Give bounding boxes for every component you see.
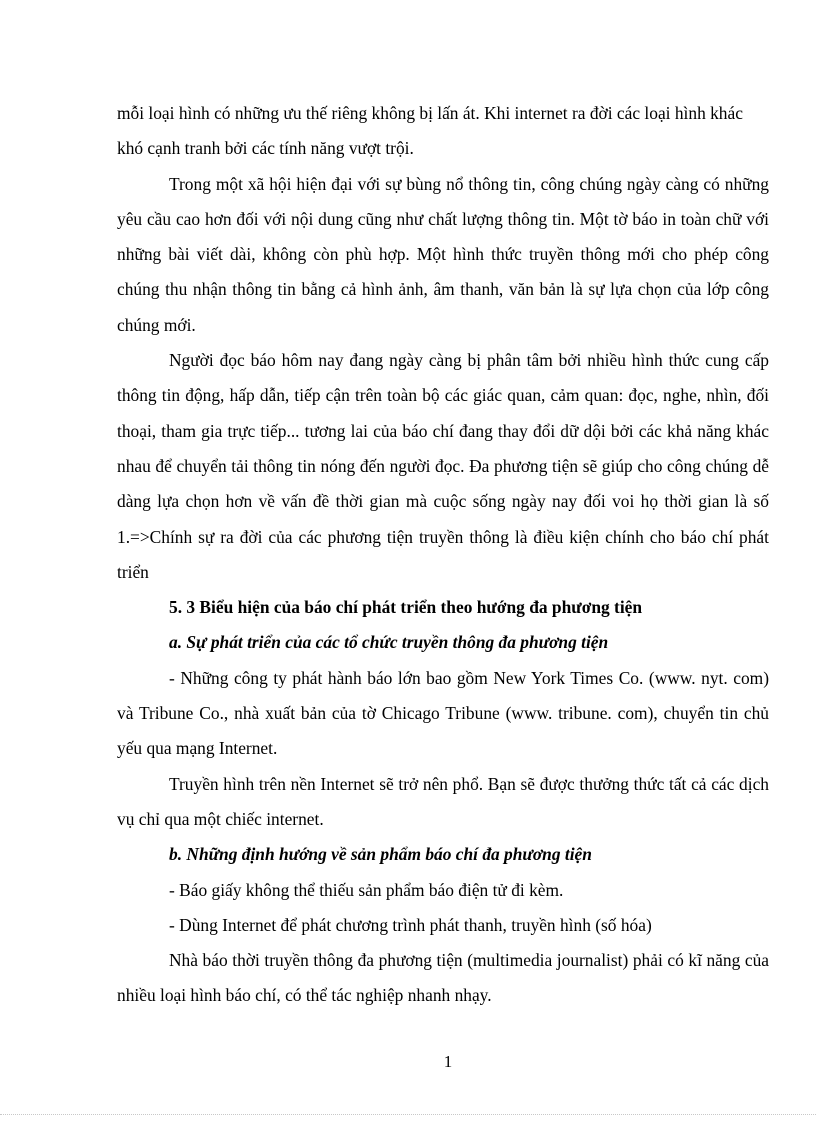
subsection-b-paragraph: Nhà báo thời truyền thông đa phương tiện (multimedia journalist) phải có kĩ năng của nhiều loại hình báo chí, có thể tác nghiệp nhanh nhạy. [117,950,769,1006]
subsection-a-title: a. Sự phát triển của các tổ chức truyền thông đa phương tiện [169,632,609,653]
paragraph-modern-society: Trong một xã hội hiện đại với sự bùng nổ thông tin, công chúng ngày càng có những yêu cầu cao hơn đối với nội dung cũng như chất lượng thông tin. Một tờ báo in toàn chữ với những bài viết dài, không còn phù hợp. Một hình thức truyền thông mới cho phép công chúng thu nhận thông tin bằng cả hình ảnh, âm thanh, văn bản là sự lựa chọn của lớp công chúng mới. [117,173,769,335]
paragraph-continuation: mỗi loại hình có những ưu thế riêng không bị lấn át. Khi internet ra đời các loại hình khác khó cạnh tranh bởi các tính năng vượt trội. [117,103,743,159]
subsection-a-paragraph: Truyền hình trên nền Internet sẽ trở nên phổ. Bạn sẽ được thưởng thức tất cả các dịch vụ chỉ qua một chiếc internet. [117,773,769,829]
section-heading: 5. 3 Biểu hiện của báo chí phát triển theo hướng đa phương tiện [169,597,643,618]
subsection-a-bullet: - Những công ty phát hành báo lớn bao gồm New York Times Co. (www. nyt. com) và Tribune Co., nhà xuất bản của tờ Chicago Tribune (www. tribune. com), chuyển tin chủ yếu qua mạng Internet. [117,667,769,759]
subsection-b-bullet-2: - Dùng Internet để phát chương trình phát thanh, truyền hình (số hóa) [169,914,652,935]
subsection-b-title: b. Những định hướng về sản phẩm báo chí đa phương tiện [169,844,592,865]
document-body [117,96,769,1014]
page-bottom-border [0,1114,816,1115]
subsection-b-bullet-1: - Báo giấy không thể thiếu sản phẩm báo điện tử đi kèm. [169,879,564,900]
paragraph-readers: Người đọc báo hôm nay đang ngày càng bị phân tâm bởi nhiều hình thức cung cấp thông tin động, hấp dẫn, tiếp cận trên toàn bộ các giác quan, cảm quan: đọc, nghe, nhìn, đối thoại, tham gia trực tiếp... tương lai của báo chí đang thay đổi dữ dội bởi các khả năng khác nhau để chuyển tải thông tin nóng đến người đọc. Đa phương tiện sẽ giúp cho công chúng dễ dàng lựa chọn hơn về vấn đề thời gian mà cuộc sống ngày nay đối voi họ thời gian là số 1.=>Chính sự ra đời của các phương tiện truyền thông là điều kiện chính cho báo chí phát triển [117,350,769,582]
page-number: 1 [443,1052,453,1071]
